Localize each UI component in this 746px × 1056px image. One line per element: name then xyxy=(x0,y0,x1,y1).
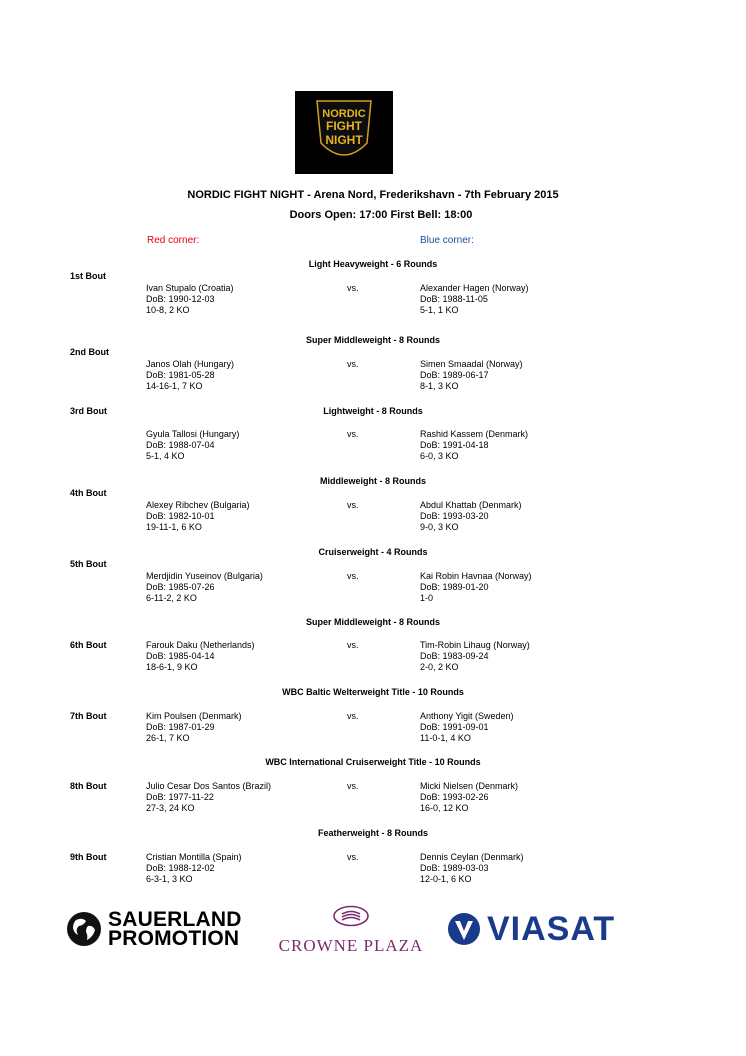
fighter-dob: DoB: 1989-06-17 xyxy=(420,370,489,380)
vs-label: vs. xyxy=(347,640,359,650)
fighter-record: 6-3-1, 3 KO xyxy=(146,874,193,884)
division-title: Featherweight - 8 Rounds xyxy=(317,828,428,838)
bout-number: 4th Bout xyxy=(70,488,107,498)
fighter-dob: DoB: 1991-09-01 xyxy=(420,722,489,732)
fighter-name: Janos Olah (Hungary) xyxy=(146,359,235,369)
fighter-record: 5-1, 1 KO xyxy=(420,305,459,315)
fighter-name: Micki Nielsen (Denmark) xyxy=(420,781,519,791)
event-logo xyxy=(295,91,393,174)
blue-corner-fighter xyxy=(420,781,518,814)
fighter-dob: DoB: 1993-02-26 xyxy=(420,792,489,802)
fighter-record: 9-0, 3 KO xyxy=(420,522,459,532)
red-corner-label: Red corner: xyxy=(147,235,200,246)
bout-number: 6th Bout xyxy=(70,640,107,650)
sauerland-line-1: SAUERLAND xyxy=(108,908,242,931)
fighter-dob: DoB: 1983-09-24 xyxy=(420,651,489,661)
fighter-dob: DoB: 1981-05-28 xyxy=(146,370,215,380)
sauerland-promotion-logo xyxy=(66,905,248,953)
red-corner-fighter xyxy=(146,500,250,533)
fighter-name: Rashid Kassem (Denmark) xyxy=(420,429,529,439)
viasat-text: VIASAT xyxy=(487,909,616,948)
fighter-name: Ivan Stupalo (Croatia) xyxy=(146,283,234,293)
vs-label: vs. xyxy=(347,781,359,791)
bout-number: 5th Bout xyxy=(70,559,107,569)
crowne-plaza-text: CROWNE PLAZA xyxy=(278,936,424,955)
fighter-dob: DoB: 1982-10-01 xyxy=(146,511,215,521)
division-title: Lightweight - 8 Rounds xyxy=(323,406,423,416)
fighter-record: 14-16-1, 7 KO xyxy=(146,381,203,391)
fighter-dob: DoB: 1991-04-18 xyxy=(420,440,489,450)
fighter-dob: DoB: 1987-01-29 xyxy=(146,722,215,732)
fighter-name: Abdul Khattab (Denmark) xyxy=(420,500,522,510)
fighter-dob: DoB: 1977-11-22 xyxy=(146,792,214,802)
fighter-record: 6-11-2, 2 KO xyxy=(146,593,197,603)
red-corner-fighter xyxy=(146,781,271,814)
fighter-record: 26-1, 7 KO xyxy=(146,733,190,743)
fighter-name: Gyula Tallosi (Hungary) xyxy=(146,429,240,439)
blue-corner-fighter xyxy=(420,571,532,604)
logo-line-1: NORDIC xyxy=(322,107,366,120)
fighter-record: 6-0, 3 KO xyxy=(420,451,459,461)
fighter-record: 11-0-1, 4 KO xyxy=(420,733,471,743)
blue-corner-fighter xyxy=(420,852,524,885)
blue-corner-fighter xyxy=(420,429,528,462)
red-corner-fighter xyxy=(146,640,255,673)
fighter-name: Tim-Robin Lihaug (Norway) xyxy=(420,640,530,650)
fighter-name: Anthony Yigit (Sweden) xyxy=(420,711,514,721)
fighter-dob: DoB: 1985-07-26 xyxy=(146,582,215,592)
division-title: WBC Baltic Welterweight Title - 10 Rounds xyxy=(282,687,464,697)
fighter-name: Dennis Ceylan (Denmark) xyxy=(420,852,524,862)
fighter-name: Kai Robin Havnaa (Norway) xyxy=(420,571,532,581)
bout-number: 7th Bout xyxy=(70,711,107,721)
fighter-record: 1-0 xyxy=(420,593,434,603)
crowne-plaza-logo xyxy=(278,905,424,953)
vs-label: vs. xyxy=(347,429,359,439)
crowne-emblem-icon xyxy=(331,905,371,927)
fighter-record: 2-0, 2 KO xyxy=(420,662,459,672)
bout-number: 9th Bout xyxy=(70,852,107,862)
vs-label: vs. xyxy=(347,852,359,862)
fighter-dob: DoB: 1988-11-05 xyxy=(420,294,488,304)
red-corner-fighter xyxy=(146,359,234,392)
fighter-name: Kim Poulsen (Denmark) xyxy=(146,711,242,721)
bout-number: 2nd Bout xyxy=(70,347,109,357)
bout-number: 3rd Bout xyxy=(70,406,107,416)
fighter-record: 12-0-1, 6 KO xyxy=(420,874,472,884)
division-title: WBC International Cruiserweight Title - 10 Rounds xyxy=(265,757,481,767)
blue-corner-fighter xyxy=(420,711,514,744)
division-title: Light Heavyweight - 6 Rounds xyxy=(308,259,438,269)
logo-line-2: FIGHT xyxy=(326,118,362,133)
blue-corner-fighter xyxy=(420,283,529,316)
division-title: Middleweight - 8 Rounds xyxy=(320,476,426,486)
event-schedule: Doors Open: 17:00 First Bell: 18:00 xyxy=(289,209,473,221)
division-title: Cruiserweight - 4 Rounds xyxy=(318,547,428,557)
vs-label: vs. xyxy=(347,711,359,721)
division-title: Super Middleweight - 8 Rounds xyxy=(305,335,440,345)
fighter-dob: DoB: 1988-07-04 xyxy=(146,440,215,450)
fighter-record: 27-3, 24 KO xyxy=(146,803,195,813)
blue-corner-label: Blue corner: xyxy=(420,235,474,246)
fighter-name: Alexander Hagen (Norway) xyxy=(420,283,529,293)
event-title: NORDIC FIGHT NIGHT - Arena Nord, Frederikshavn - 7th February 2015 xyxy=(187,189,559,201)
globe-icon xyxy=(66,911,102,947)
red-corner-fighter xyxy=(146,711,242,744)
fighter-name: Cristian Montilla (Spain) xyxy=(146,852,242,862)
red-corner-fighter xyxy=(146,283,234,316)
vs-label: vs. xyxy=(347,571,359,581)
vs-label: vs. xyxy=(347,283,359,293)
bout-number: 8th Bout xyxy=(70,781,107,791)
fighter-name: Farouk Daku (Netherlands) xyxy=(146,640,255,650)
red-corner-fighter xyxy=(146,429,239,462)
fighter-name: Alexey Ribchev (Bulgaria) xyxy=(146,500,250,510)
red-corner-fighter xyxy=(146,852,242,885)
red-corner-fighter xyxy=(146,571,263,604)
blue-corner-fighter xyxy=(420,500,522,533)
fighter-record: 10-8, 2 KO xyxy=(146,305,190,315)
fighter-name: Simen Smaadal (Norway) xyxy=(420,359,523,369)
fighter-record: 8-1, 3 KO xyxy=(420,381,459,391)
logo-line-3: NIGHT xyxy=(325,132,363,147)
fighter-name: Merdjidin Yuseinov (Bulgaria) xyxy=(146,571,263,581)
fighter-dob: DoB: 1985-04-14 xyxy=(146,651,215,661)
viasat-logo xyxy=(447,905,642,953)
blue-corner-fighter xyxy=(420,359,523,392)
fighter-record: 19-11-1, 6 KO xyxy=(146,522,202,532)
vs-label: vs. xyxy=(347,359,359,369)
fighter-record: 16-0, 12 KO xyxy=(420,803,469,813)
fighter-name: Julio Cesar Dos Santos (Brazil) xyxy=(146,781,272,791)
fighter-dob: DoB: 1988-12-02 xyxy=(146,863,215,873)
fighter-dob: DoB: 1989-03-03 xyxy=(420,863,489,873)
fighter-dob: DoB: 1989-01-20 xyxy=(420,582,489,592)
shield-logo-icon xyxy=(309,97,379,169)
division-title: Super Middleweight - 8 Rounds xyxy=(305,617,440,627)
bout-number: 1st Bout xyxy=(70,271,106,281)
viasat-v-icon xyxy=(447,912,481,946)
blue-corner-fighter xyxy=(420,640,530,673)
fighter-dob: DoB: 1990-12-03 xyxy=(146,294,215,304)
sauerland-line-2: PROMOTION xyxy=(108,927,240,950)
vs-label: vs. xyxy=(347,500,359,510)
fighter-dob: DoB: 1993-03-20 xyxy=(420,511,489,521)
fighter-record: 5-1, 4 KO xyxy=(146,451,185,461)
fighter-record: 18-6-1, 9 KO xyxy=(146,662,198,672)
